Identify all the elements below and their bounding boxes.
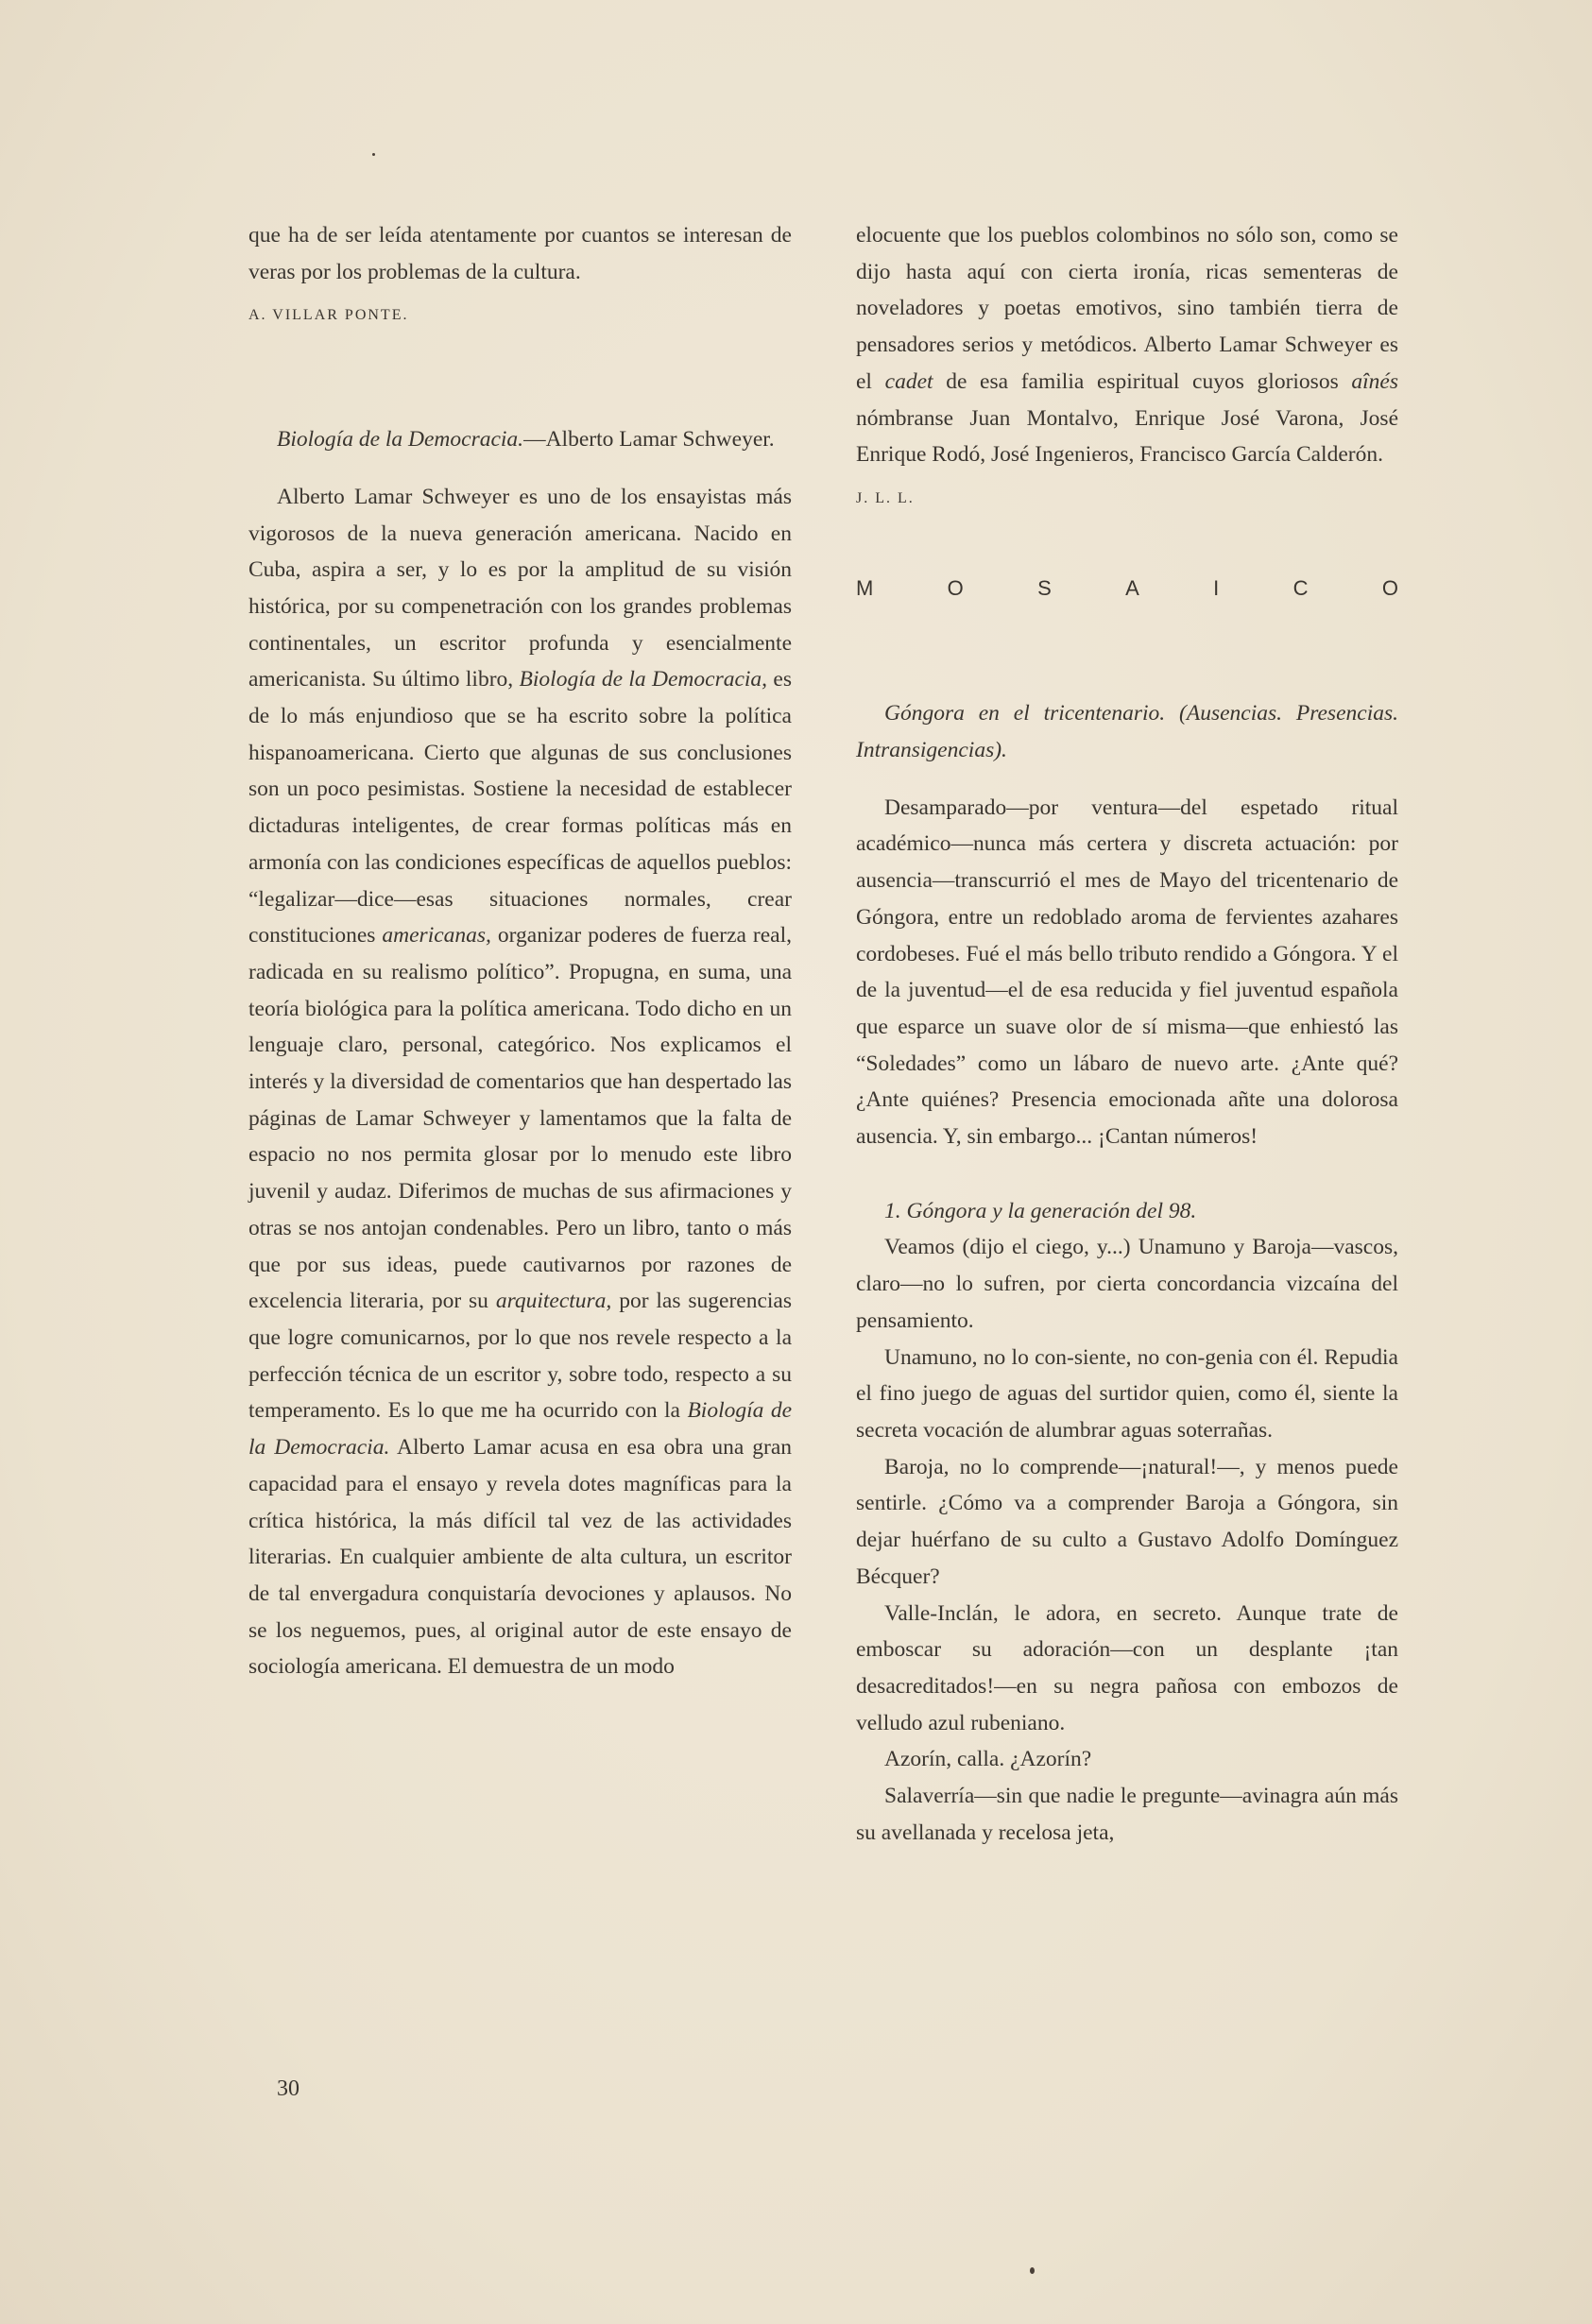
section-letter: S (1037, 575, 1052, 600)
continuation-text-c: nómbranse Juan Montalvo, Enrique José Varona, José Enrique Rodó, José Ingenieros, Francisco García Calderón. (856, 405, 1398, 468)
review-signature-2: J. L. L. (856, 489, 915, 506)
article-subsection-heading (856, 1193, 1398, 1230)
ink-speck (372, 153, 375, 156)
review-book-title: Biología de la Democracia. (277, 427, 524, 453)
review-text-b: es de lo más enjundioso que se ha escrito sobre la política hispanoamericana. Cierto que algunas de sus conclusiones son un poco pesimistas. Sostiene la necesidad de establecer dictaduras inteligentes, de crear formas políticas más en armonía con las condiciones específicas de aquellos pueblos: “legalizar—dice—esas situaciones normales, crear constituciones (248, 667, 793, 948)
review-italic-d: Biología de la Democracia. (248, 1398, 793, 1461)
article-paragraph: Salaverría—sin que nadie le pregunte—avinagra aún más su avellanada y recelosa jeta, (856, 1784, 1398, 1845)
ink-speck (1030, 2267, 1035, 2274)
section-letter: M (856, 575, 874, 600)
continuation-italic-a: cadet (884, 368, 933, 394)
section-letter: I (1213, 575, 1220, 600)
review-body (248, 479, 792, 1685)
article-paragraph: Veamos (dijo el ciego, y...) Unamuno y Baroja—vascos, claro—no lo sufren, por cierta concordancia vizcaína del pensamiento. (856, 1235, 1398, 1333)
article-paragraph: Unamuno, no lo con-siente, no con-genia con él. Repudia el fino juego de aguas del surtidor quien, como él, siente la secreta vocación de alumbrar aguas soterrañas. (856, 1344, 1398, 1443)
review-text-e: Alberto Lamar acusa en esa obra una gran capacidad para el ensayo y revela dotes magníficas para la crítica histórica, la más difícil tal vez de las actividades literarias. En cualquier ambiente de alta cultura, un escritor de tal envergadura conquistaría devociones y aplausos. No se los neguemos, pues, al original autor de este ensayo de sociología americana. El demuestra de un modo (248, 1435, 793, 1680)
review-italic-c: arquitectura, (495, 1289, 612, 1314)
continuation-text-b: de esa familia espiritual cuyos gloriosos (933, 368, 1352, 394)
review-text-c: organizar poderes de fuerza real, radicada en su realismo político”. Propugna, en suma, una teoría biológica para la política americana. Todo dicho en un lenguaje claro, personal, categórico. Nos explicamos el interés y la diversidad de comentarios que han despertado las páginas de Lamar Schweyer y lamentamos que la falta de espacio no nos permita glosar por lo menudo este libro juvenil y audaz. Diferimos de muchas de sus afirmaciones y otras se nos antojan condenables. Pero un libro, tanto o más que por sus ideas, puede cautivarnos por razones de excelencia literaria, por su (248, 923, 793, 1314)
article-paragraph: Desamparado—por ventura—del espetado ritual académico—nunca más certera y discreta actuación: por ausencia—transcurrió el mes de Mayo del tricentenario de Góngora, entre un redoblado aroma de fervientes azahares cordobeses. Fué el más bello tributo rendido a Góngora. Y el de la juventud—el de esa reducida y fiel juventud española que esparce un suave olor de sí misma—que enhiestó las “Soledades” como un lábaro de nuevo arte. ¿Ante qué? ¿Ante quiénes? Presencia emocionada añte una dolorosa ausencia. Y, sin embargo... ¡Cantan números! (856, 795, 1398, 1150)
article-paragraph: Valle-Inclán, le adora, en secreto. Aunque trate de emboscar su adoración—con un desplante ¡tan desacreditados!—en su negra pañosa con embozos de velludo azul rubeniano. (856, 1600, 1398, 1735)
review-text-d: por las sugerencias que logre comunicarnos, por lo que nos revele respecto a la perfección técnica de un escritor y, sobre todo, respecto a su temperamento. Es lo que me ha ocurrido con la (248, 1289, 792, 1424)
review-italic-b: americanas, (382, 923, 491, 948)
review-heading (248, 421, 792, 458)
section-letter: O (1381, 575, 1398, 600)
section-letter: O (947, 575, 964, 600)
review-text-a: Alberto Lamar Schweyer es uno de los ensayistas más vigorosos de la nueva generación americana. Nacido en Cuba, aspira a ser, y lo es por la amplitud de su visión histórica, por su compenetración con los grandes problemas continentales, un escritor profunda y esencialmente americanista. Su último libro, (248, 484, 792, 692)
subsection-title: 1. Góngora y la generación del 98. (884, 1198, 1197, 1223)
review-continuation (856, 217, 1398, 473)
left-column (248, 217, 792, 1685)
article-title-main: Góngora en el tricentenario. (884, 701, 1166, 726)
article-title (856, 695, 1398, 768)
article-paragraph: Baroja, no lo comprende—¡natural!—, y menos puede sentirle. ¿Cómo va a comprender Baroja a Góngora, sin dejar huérfano de su culto a Gustavo Adolfo Domínguez Bécquer? (856, 1454, 1398, 1589)
continuation-italic-b: aînés (1351, 368, 1399, 394)
section-letter: C (1292, 575, 1309, 600)
section-letter: A (1125, 575, 1139, 600)
previous-review-ending: que ha de ser leída atentamente por cuantos se interesan de veras por los problemas de la cultura. (248, 223, 792, 284)
article-paragraph: Azorín, calla. ¿Azorín? (884, 1747, 1092, 1772)
review-signature: A. VILLAR PONTE. (248, 307, 409, 324)
page-number: 30 (277, 2076, 300, 2101)
continuation-text-a: elocuente que los pueblos colombinos no sólo son, como se dijo hasta aquí con cierta ironía, ricas sementeras de noveladores y poetas emotivos, sino también tierra de pensadores serios y metódicos. Alberto Lamar Schweyer es el (856, 223, 1398, 394)
review-book-author: —Alberto Lamar Schweyer. (523, 427, 775, 453)
review-italic-a: Biología de la Democracia, (519, 667, 768, 692)
article-title-sub: (Ausencias. Presencias. Intransigencias). (856, 701, 1398, 763)
right-column (856, 217, 1398, 1851)
section-heading-mosaico (856, 571, 1398, 607)
